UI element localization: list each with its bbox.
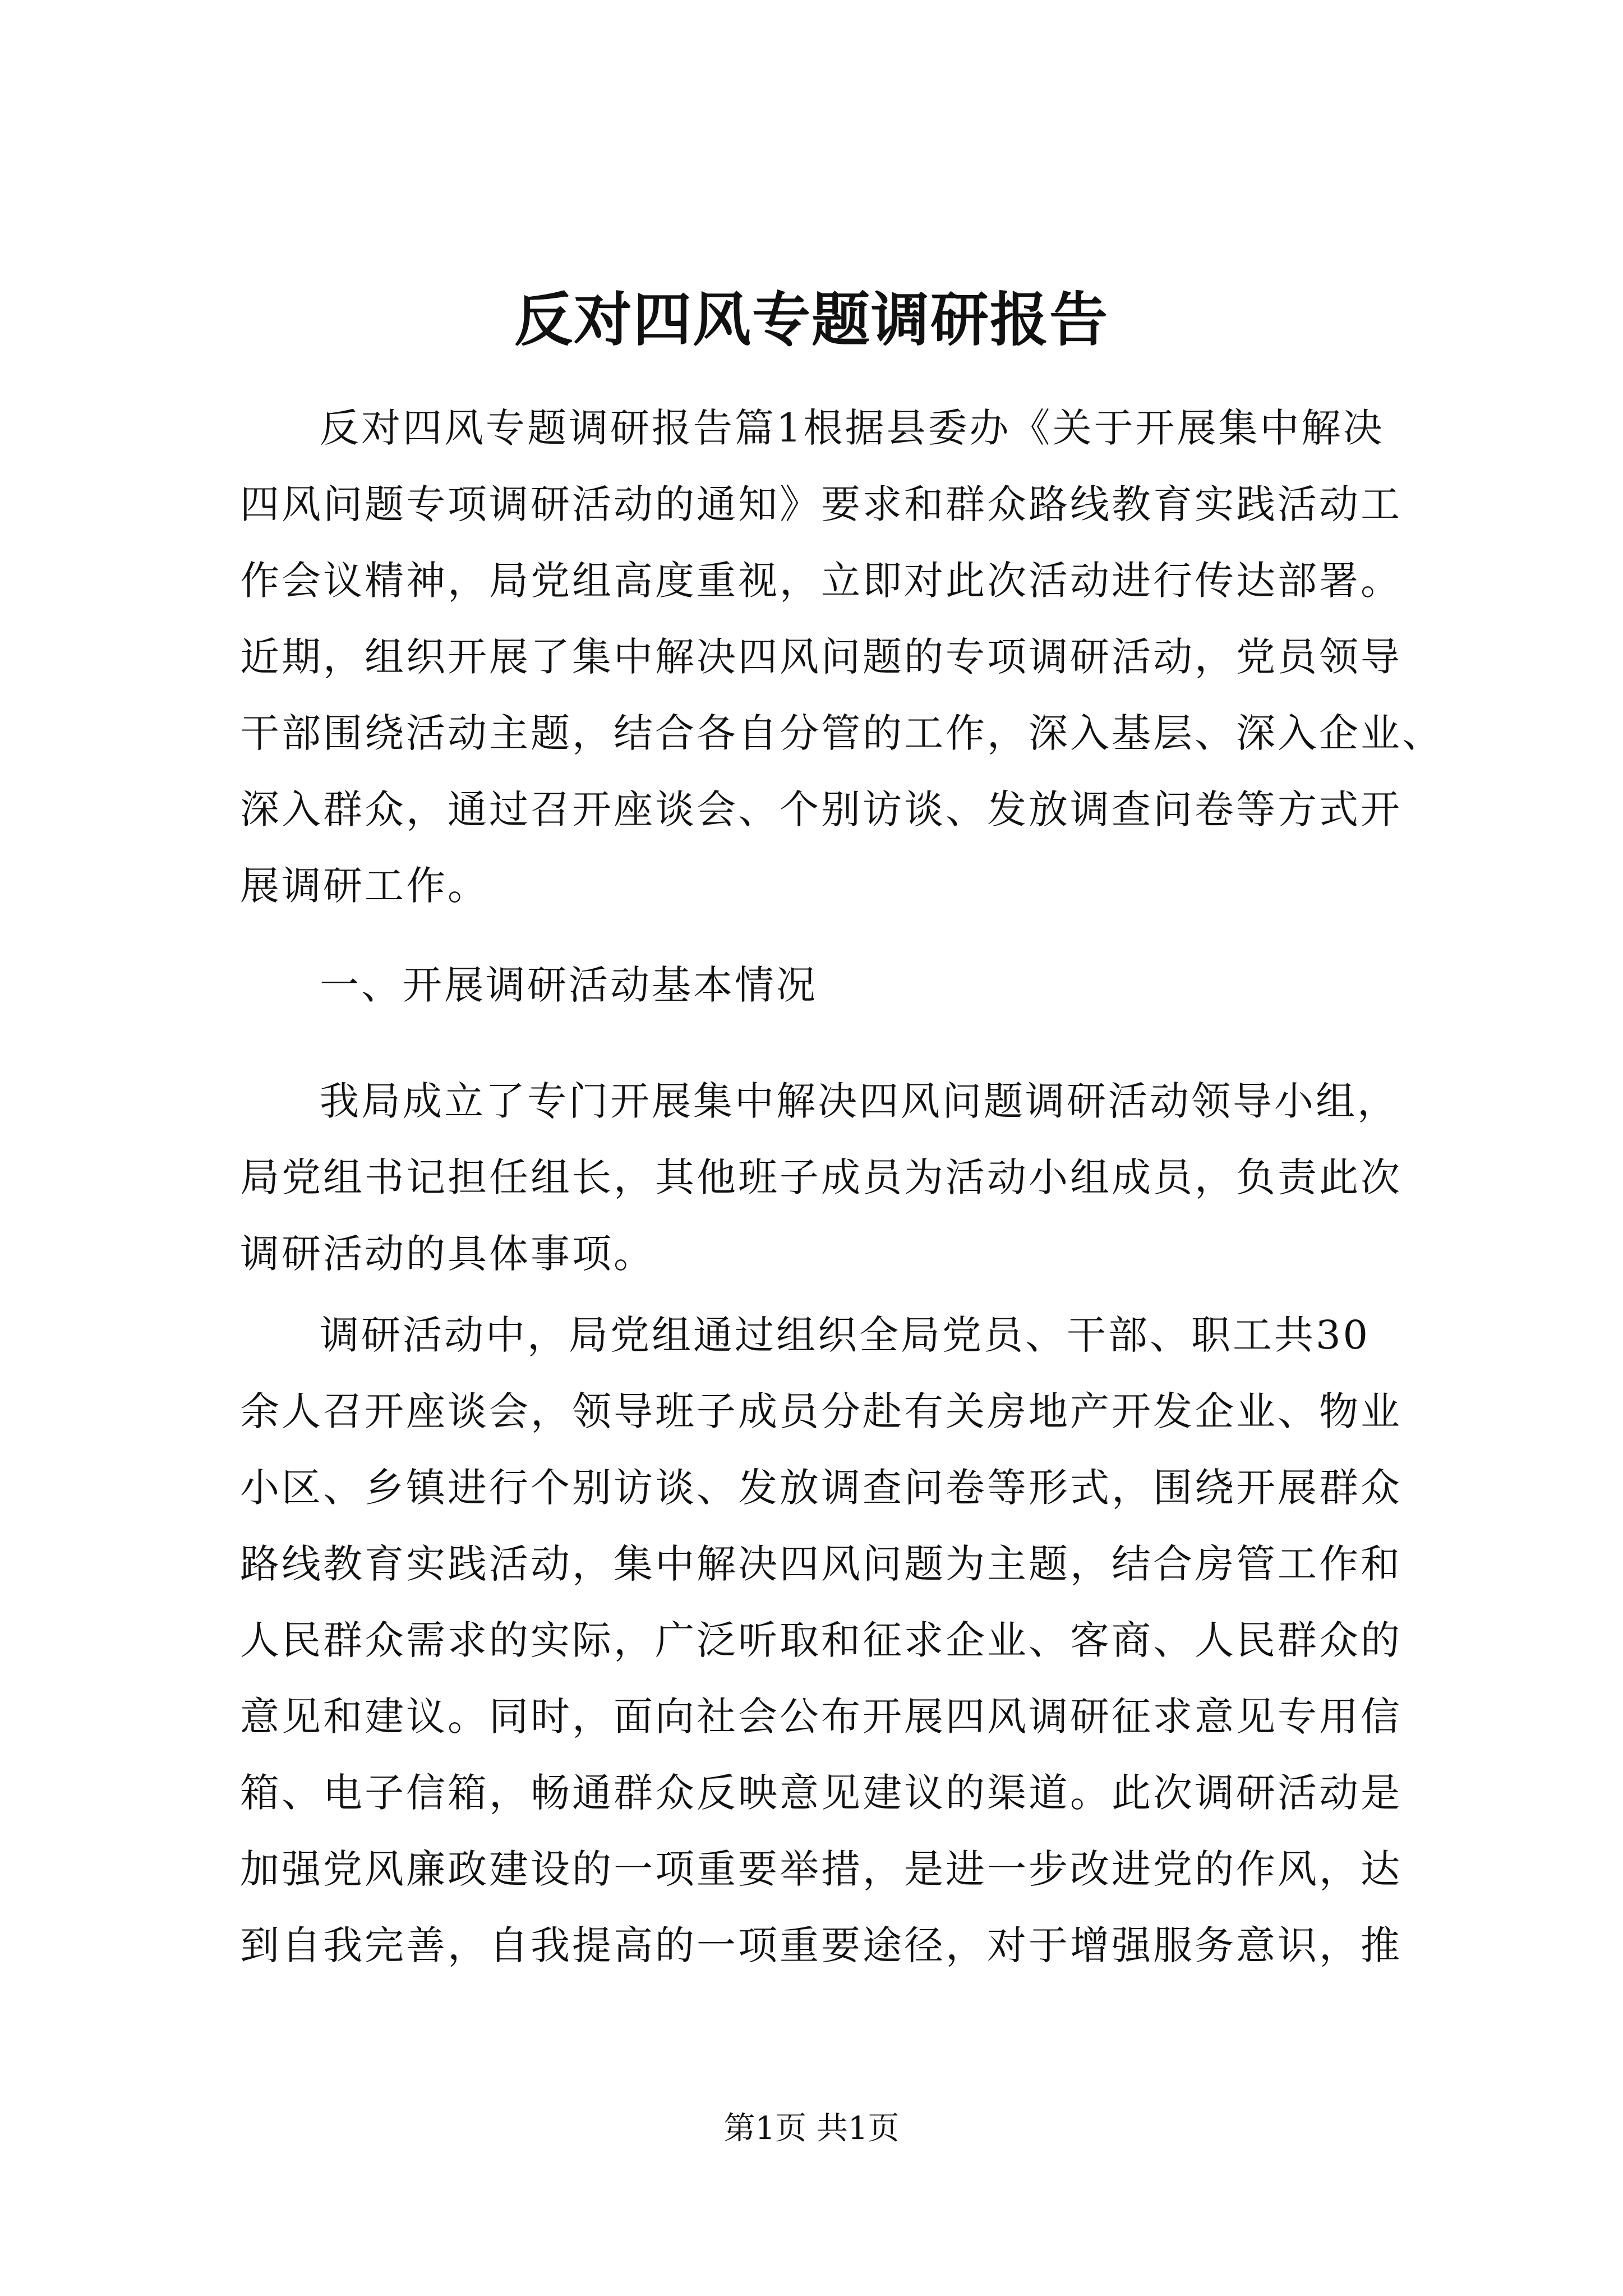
paragraph-line: 调研活动中，局党组通过组织全局党员、干部、职工共30 — [320, 1312, 1371, 1358]
paragraph-line: 意见和建议。同时，面向社会公布开展四风调研征求意见专用信 — [240, 1694, 1402, 1740]
paragraph-line: 箱、电子信箱，畅通群众反映意见建议的渠道。此次调研活动是 — [240, 1770, 1402, 1816]
paragraph-leading-group — [240, 1063, 1402, 1292]
paragraph-line: 我局成立了专门开展集中解决四风问题调研活动领导小组， — [320, 1078, 1399, 1124]
paragraph-line: 人民群众需求的实际，广泛听取和征求企业、客商、人民群众的 — [240, 1617, 1402, 1663]
paragraph-line: 加强党风廉政建设的一项重要举措，是进一步改进党的作风，达 — [240, 1846, 1402, 1892]
paragraph-line: 近期，组织开展了集中解决四风问题的专项调研活动，党员领导 — [240, 634, 1402, 680]
paragraph-research-activity — [240, 1297, 1402, 1984]
paragraph-line: 反对四风专题调研报告篇1根据县委办《关于开展集中解决 — [320, 405, 1385, 451]
paragraph-line: 余人召开座谈会，领导班子成员分赴有关房地产开发企业、物业 — [240, 1388, 1402, 1434]
paragraph-intro — [240, 390, 1444, 924]
paragraph-line: 到自我完善，自我提高的一项重要途径，对于增强服务意识，推 — [240, 1922, 1402, 1968]
paragraph-line: 调研活动的具体事项。 — [240, 1231, 655, 1277]
paragraph-line: 四风问题专项调研活动的通知》要求和群众路线教育实践活动工 — [240, 481, 1402, 527]
paragraph-line: 展调研工作。 — [240, 863, 489, 909]
paragraph-line: 小区、乡镇进行个别访谈、发放调查问卷等形式，围绕开展群众 — [240, 1465, 1402, 1511]
paragraph-line: 路线教育实践活动，集中解决四风问题为主题，结合房管工作和 — [240, 1541, 1402, 1587]
section-heading-1 — [240, 947, 1391, 1023]
paragraph-line: 干部围绕活动主题，结合各自分管的工作，深入基层、深入企业、 — [240, 710, 1444, 756]
paragraph-line: 局党组书记担任组长，其他班子成员为活动小组成员，负责此次 — [240, 1154, 1402, 1200]
page-number-footer: 第1页 共1页 — [723, 2110, 900, 2147]
paragraph-line: 作会议精神，局党组高度重视，立即对此次活动进行传达部署。 — [240, 558, 1402, 604]
paragraph-line: 深入群众，通过召开座谈会、个别访谈、发放调查问卷等方式开 — [240, 786, 1402, 832]
document-title: 反对四风专题调研报告 — [514, 285, 1109, 354]
section-heading-text: 一、开展调研活动基本情况 — [320, 962, 818, 1008]
